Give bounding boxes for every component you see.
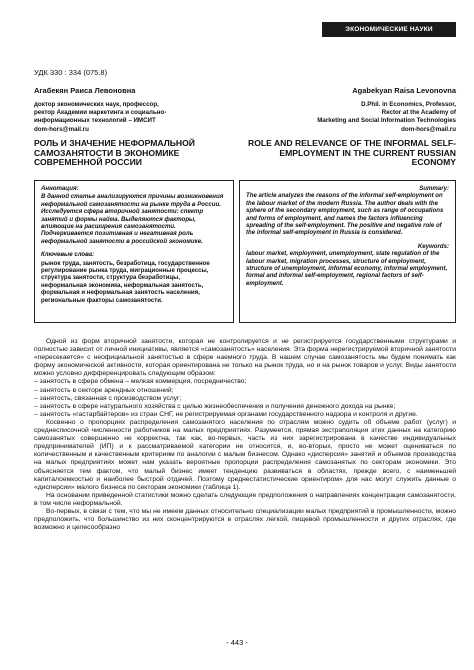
section-header-bar (322, 22, 456, 37)
list-item: – занятость в секторе арендных отношений; (34, 386, 174, 394)
email-en[interactable]: dom-hors@mail.ru (401, 125, 456, 133)
affiliation-en-line: Marketing and Social Information Technologies (317, 117, 456, 125)
article-title-ru: РОЛЬ И ЗНАЧЕНИЕ НЕФОРМАЛЬНОЙ САМОЗАНЯТОСТИ В ЭКОНОМИКЕ СОВРЕМЕННОЙ РОССИИ (34, 138, 195, 168)
author-name-ru: Агабекян Раиса Левоновна (34, 86, 136, 95)
affiliation-en-line: Rector at the Academy of (381, 109, 456, 117)
body-paragraph: Во-первых, в связи с тем, что мы не имеем данных относительно специализации малых предприятий в промышленности, можно предположить, что большинство из них сконцентрируются в отраслях легкой, пищевой промышленности и других отраслях, где возможно и целесообразно (34, 507, 456, 532)
page-number: - 443 - (226, 638, 248, 647)
affiliation-ru (34, 101, 234, 134)
affiliation-ru-line: доктор экономических наук, профессор, (34, 101, 159, 108)
abstract-text-ru: В данной статье анализируются причины возникновения неформальной самозанятости на рынке труда в России. Исследуется сфера вторичной занятости: спектр занятий и формы найма. Выделяются факторы, влияющие на расширения самозанятости. Подчеркивается позитивная и негативная роль неформальной занятости в российской экономике. (41, 193, 224, 245)
keywords-label-en: Keywords: (417, 242, 449, 250)
article-body (34, 338, 456, 532)
body-paragraph: На основании приведенной статистики можно сделать следующие предположения о направлениях концентрации самозанятости, в том числе неформальной. (34, 491, 456, 507)
affiliation-en (246, 101, 456, 134)
abstract-text-en: The article analyzes the reasons of the informal self-employment on the labour market of the modern Russia. The author deals with the sphere of the secondary employment, such as range of occupations and forms of employment, and names the factors influencing spreading of the self-employment. The positive and negative role of the informal self-employment in Russia is considered. (246, 192, 444, 237)
body-paragraph: Одной из форм вторичной занятости, которая не контролируется и не регистрируется государственными структурами и полностью зависит от личной инициативы, является «самозанятость» населения. Эта форма нерегистрируемой вторичной занятости «пересекается» с неофициальной занятостью в сфере наемного труда. В нашем случае самозанятость мы будем понимать как форму экономической активности, которая ориентирована не только на рынок труда, но и на рынок товаров и услуг. Виды занятости можно условно дифференцировать следующим образом: (34, 338, 456, 378)
keywords-label-ru: Ключевые слова: (41, 251, 95, 259)
abstract-box-en (239, 180, 456, 323)
list-item: – занятость «гастарбайтеров» из стран СНГ, не регистрируемая органами государственного надзора и контроля и другие. (34, 410, 418, 418)
abstract-box-ru (34, 180, 234, 323)
affiliation-ru-line: ректор Академии маркетинга и социально- (34, 109, 167, 117)
abstract-label-ru: Аннотация: (41, 185, 79, 192)
list-item: – занятость в сфере обмена – мелкая коммерция, посредничество; (34, 378, 247, 386)
article-title-en: ROLE AND RELEVANCE OF THE INFORMAL SELF-EMPLOYMENT IN THE CURRENT RUSSIAN ECONOMY (248, 138, 456, 168)
list-item: – занятость, связанная с производством услуг; (34, 394, 182, 402)
affiliation-ru-line: информационных технологий – ИМСИТ (34, 117, 156, 125)
body-paragraph: Косвенно о пропорциях распределения самозанятого населения по отраслям можно судить об объеме работ (услуг) и среднесписочной численности работников на малых предприятиях. Разумеется, прямая экстраполяция этих данных на категорию самозанятых совершенно не корректна, так как, во-первых, часть из них зарегистрирована в качестве индивидуальных предпринимателей (ИП) и к рассматриваемой категории не относится, и, во-вторых, просто не может оцениваться по количественным и качественным критериям по аналогии с малым бизнесом. Однако «дисперсия» занятий и объемов производства на малых предприятиях может нам указать вероятные пропорции распределения самозанятых по секторам экономики. Это объясняется тем фактом, что малый бизнес имеет тенденцию развиваться в областях, прежде всего, с наименьшей капиталоемкостью и наиболее быстрой отдачей. Поэтому среднестатистические ориентиром» для нас могут служить данные о «дисперсии» малого бизнеса по секторам экономики (таблица 1). (34, 418, 456, 491)
section-title: ЭКОНОМИЧЕСКИЕ НАУКИ (345, 26, 433, 33)
email-ru[interactable]: dom-hors@mail.ru (34, 125, 89, 133)
list-item: – занятость в сфере натурального хозяйства с целью жизнеобеспечения и получения денежного дохода на рынке; (34, 402, 396, 410)
abstract-label-en: Summary: (419, 185, 449, 192)
affiliation-en-line: D.Phil. in Economics, Professor, (361, 101, 456, 108)
udk-code: УДК 330 : 334 (075.8) (34, 68, 108, 77)
keywords-en: labour market, employment, unemployment, state regulation of the labour market, migration processes, structure of employment, structure of unemployment, informal economy, informal employment, formal and informal self-employment, regional factors of self-employment. (246, 250, 448, 287)
keywords-ru: рынок труда, занятость, безработица, государственное регулирование рынка труда, миграционные процессы, структура занятости, структура безработицы, неформальная экономика, неформальная занятость, формальная и неформальная занятость населения, региональные факторы самозанятости. (41, 259, 210, 304)
author-name-en: Agabekyan Raisa Levonovna (352, 86, 456, 95)
